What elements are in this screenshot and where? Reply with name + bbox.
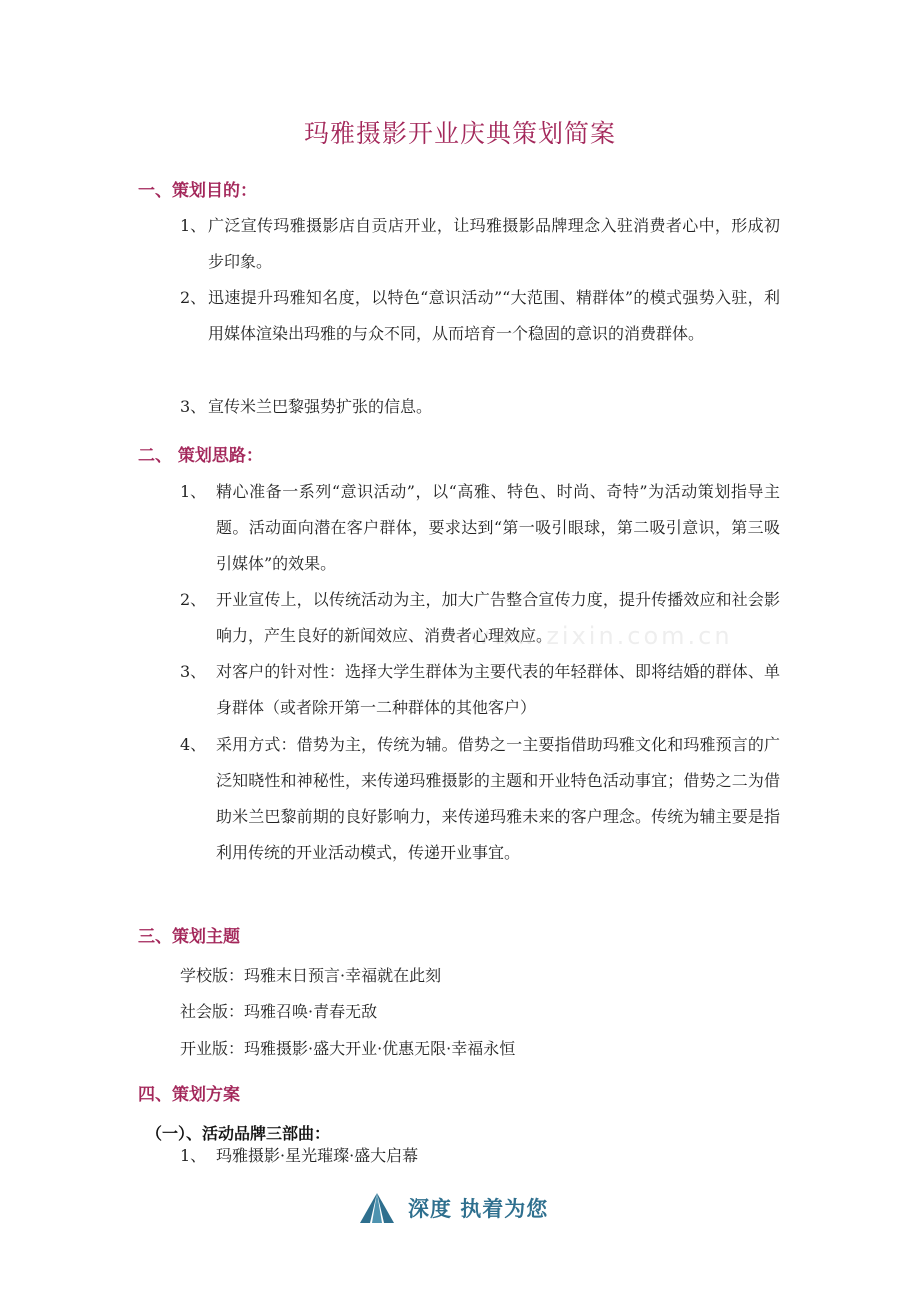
theme-line-school: 学校版：玛雅末日预言·幸福就在此刻 (180, 966, 442, 985)
list-item-number: 2、 (180, 288, 207, 307)
section-heading-1: 一、策划目的： (138, 181, 257, 201)
list-item-text: 采用方式：借势为主，传统为辅。借势之一主要指借助玛雅文化和玛雅预言的广泛知晓性和神秘性，来传递玛雅摄影的主题和开业特色活动事宜；借势之二为借助米兰巴黎前期的良好影响力，来传递玛雅未来的客户理念。传统为辅主要是指利用传统的开业活动模式，传递开业事宜。 (216, 735, 780, 862)
section-heading-3: 三、策划主题 (138, 927, 240, 947)
list-item-text-content: 广泛宣传玛雅摄影店自贡店开业，让玛雅摄影品牌理念入驻消费者心中，形成初步印象。 (208, 216, 780, 271)
theme-line-opening: 开业版：玛雅摄影·盛大开业·优惠无限·幸福永恒 (180, 1039, 516, 1058)
list-item-text: 对客户的针对性：选择大学生群体为主要代表的年轻群体、即将结婚的群体、单身群体（或者除开第一二种群体的其他客户） (216, 662, 780, 717)
list-item (180, 1138, 780, 1174)
deepen-triangle-logo-icon (358, 1191, 396, 1225)
list-item (180, 280, 780, 352)
list-item-number: 3、 (180, 662, 207, 681)
list-item-number: 2、 (180, 590, 207, 609)
list-item (180, 474, 780, 582)
document-title: 玛雅摄影开业庆典策划简案 (303, 119, 616, 148)
list-item (180, 389, 780, 425)
list-item-text: 迅速提升玛雅知名度，以特色“意识活动”“大范围、精群体”的模式强势入驻，利用媒体渲染出玛雅的与众不同，从而培育一个稳固的意识的消费群体。 (208, 288, 780, 343)
list-item-number: 1、 (180, 1146, 207, 1165)
list-item-text: 宣传米兰巴黎强势扩张的信息。 (208, 397, 433, 416)
list-item (180, 727, 780, 871)
sub-heading: （一）、活动品牌三部曲： (146, 1124, 331, 1143)
theme-line-society: 社会版：玛雅召唤·青春无敌 (180, 1002, 378, 1021)
footer-logo (358, 1188, 548, 1228)
list-item-number: 1、 (180, 482, 207, 501)
section-heading-4: 四、策划方案 (138, 1085, 240, 1105)
list-item (180, 654, 780, 726)
footer-slogan: 深度 执着为您 (408, 1197, 549, 1221)
list-item-text: 精心准备一系列“意识活动”，以“高雅、特色、时尚、奇特”为活动策划指导主题。活动面向潜在客户群体，要求达到“第一吸引眼球，第二吸引意识，第三吸引媒体”的效果。 (216, 482, 780, 573)
list-item-number: 3、 (180, 397, 207, 416)
list-item-text: 玛雅摄影·星光璀璨·盛大启幕 (216, 1146, 419, 1165)
list-item-number: 1、 (180, 216, 207, 235)
section-heading-2: 二、 策划思路： (138, 446, 263, 466)
watermark: www.zixin.com.cn (470, 622, 733, 650)
list-item-text: 开业宣传上，以传统活动为主，加大广告整合宣传力度，提升传播效应和社会影响力，产生良好的新闻效应、消费者心理效应。 (216, 590, 780, 645)
list-item-number: 4、 (180, 735, 207, 754)
list-item (180, 208, 780, 280)
list-item-text (180, 208, 780, 280)
